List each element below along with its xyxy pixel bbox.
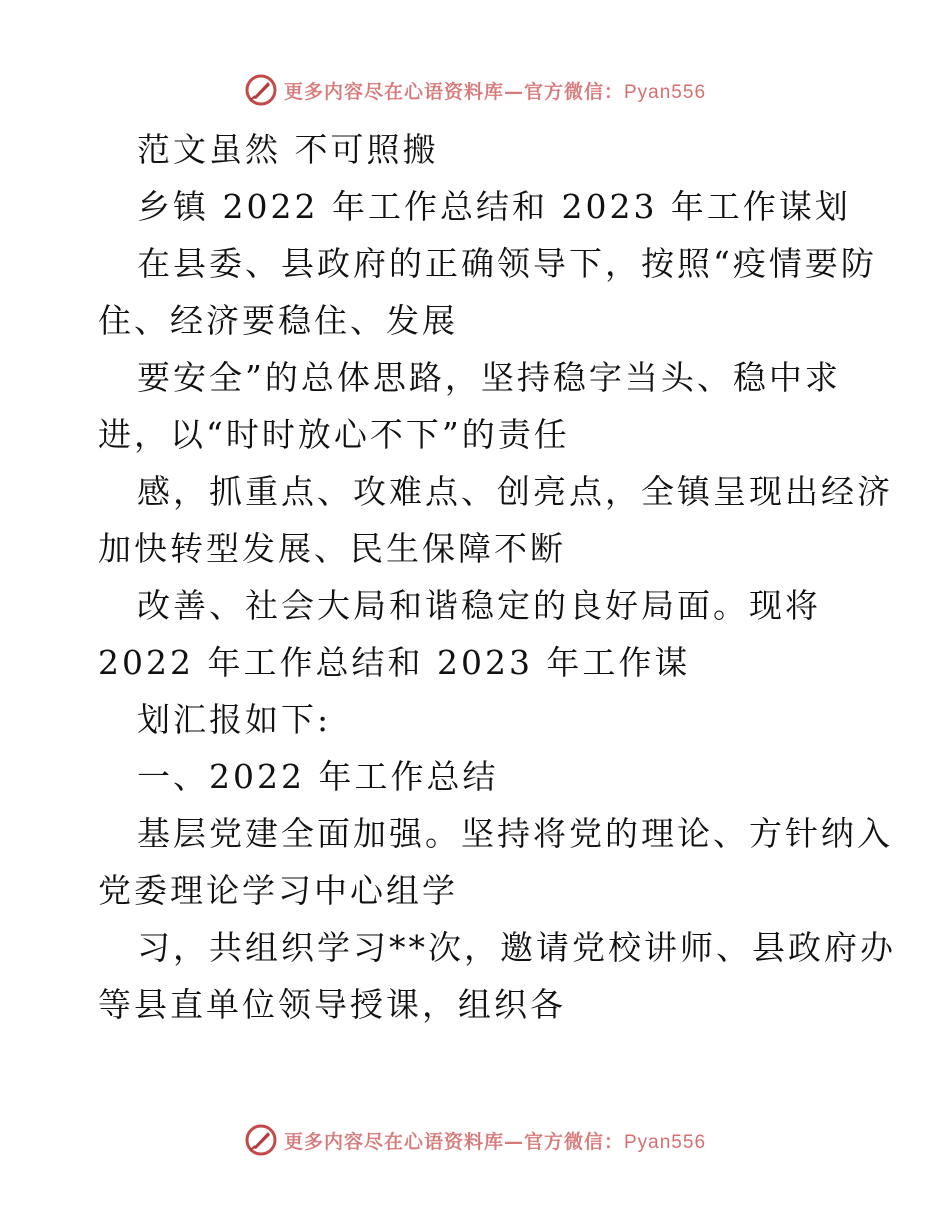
- text-line-11: 划汇报如下:: [137, 700, 332, 739]
- text-line-3: 在县委、县政府的正确领导下，按照“疫情要防: [137, 244, 877, 283]
- document-title: 乡镇 2022 年工作总结和 2023 年工作谋划: [137, 187, 851, 226]
- text-line-9: 改善、社会大局和谐稳定的良好局面。现将: [137, 586, 821, 625]
- text-line-7: 感，抓重点、攻难点、创亮点，全镇呈现出经济: [137, 472, 893, 511]
- text-line-15: 习，共组织学习**次，邀请党校讲师、县政府办: [137, 928, 896, 967]
- watermark-group: [244, 73, 706, 107]
- text-line-1: 范文虽然 不可照搬: [137, 130, 439, 169]
- quill-logo-icon: [244, 73, 278, 107]
- watermark-group: [244, 1123, 706, 1157]
- text-line-6: 进，以“时时放心不下”的责任: [98, 415, 570, 454]
- text-line-10: 2022 年工作总结和 2023 年工作谋: [98, 643, 691, 682]
- text-line-13: 基层党建全面加强。坚持将党的理论、方针纳入: [137, 814, 893, 853]
- watermark-text: 更多内容尽在心语资料库—官方微信：Pyan556: [283, 1130, 707, 1153]
- text-line-5: 要安全”的总体思路，坚持稳字当头、稳中求: [137, 358, 841, 397]
- section-heading: 一、2022 年工作总结: [137, 757, 499, 796]
- text-line-8: 加快转型发展、民生保障不断: [98, 529, 566, 568]
- watermark-text: 更多内容尽在心语资料库—官方微信：Pyan556: [283, 80, 707, 103]
- text-line-16: 等县直单位领导授课，组织各: [98, 985, 566, 1024]
- text-line-4: 住、经济要稳住、发展: [98, 301, 458, 340]
- quill-logo-icon: [244, 1123, 278, 1157]
- text-line-14: 党委理论学习中心组学: [98, 871, 458, 910]
- footer-watermark: [0, 1120, 950, 1160]
- header-watermark: [0, 70, 950, 110]
